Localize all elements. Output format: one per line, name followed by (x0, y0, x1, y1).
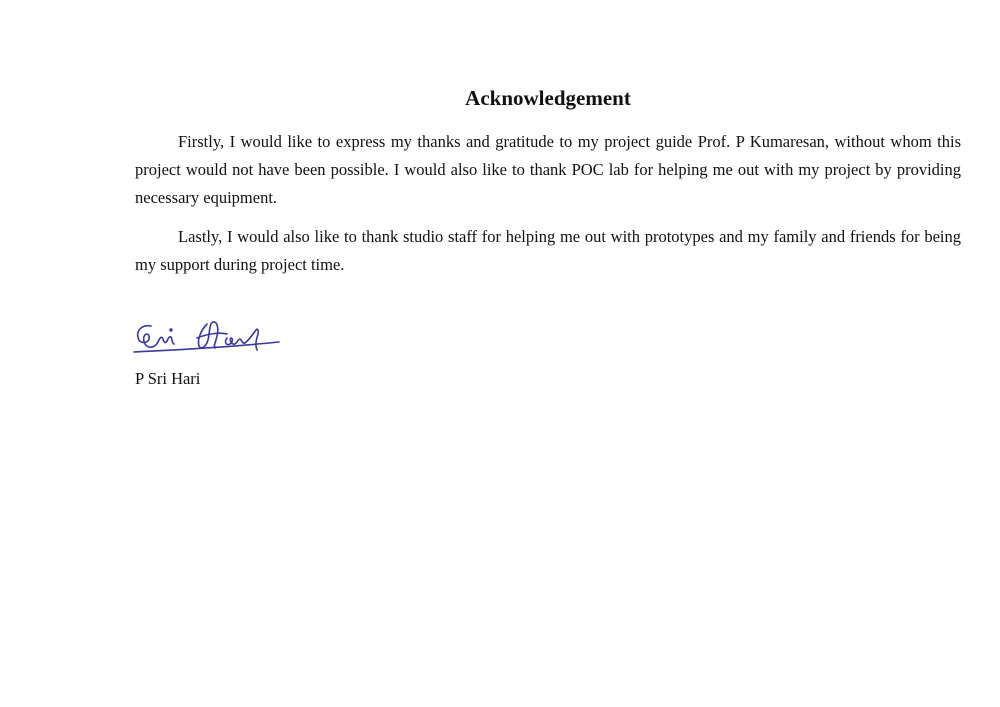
handwritten-signature (131, 312, 283, 360)
signer-name: P Sri Hari (135, 369, 201, 388)
paragraph-2: Lastly, I would also like to thank studio staff for helping me out with prototypes and my family and friends for being my support during project time. (135, 227, 961, 274)
page-title: Acknowledgement (465, 86, 631, 110)
paragraph-1: Firstly, I would like to express my thanks and gratitude to my project guide Prof. P Kumaresan, without whom this project would not have been possible. I would also like to thank POC lab for helping me out with my project by providing necessary equipment. (135, 132, 961, 207)
acknowledgement-body (135, 128, 961, 290)
